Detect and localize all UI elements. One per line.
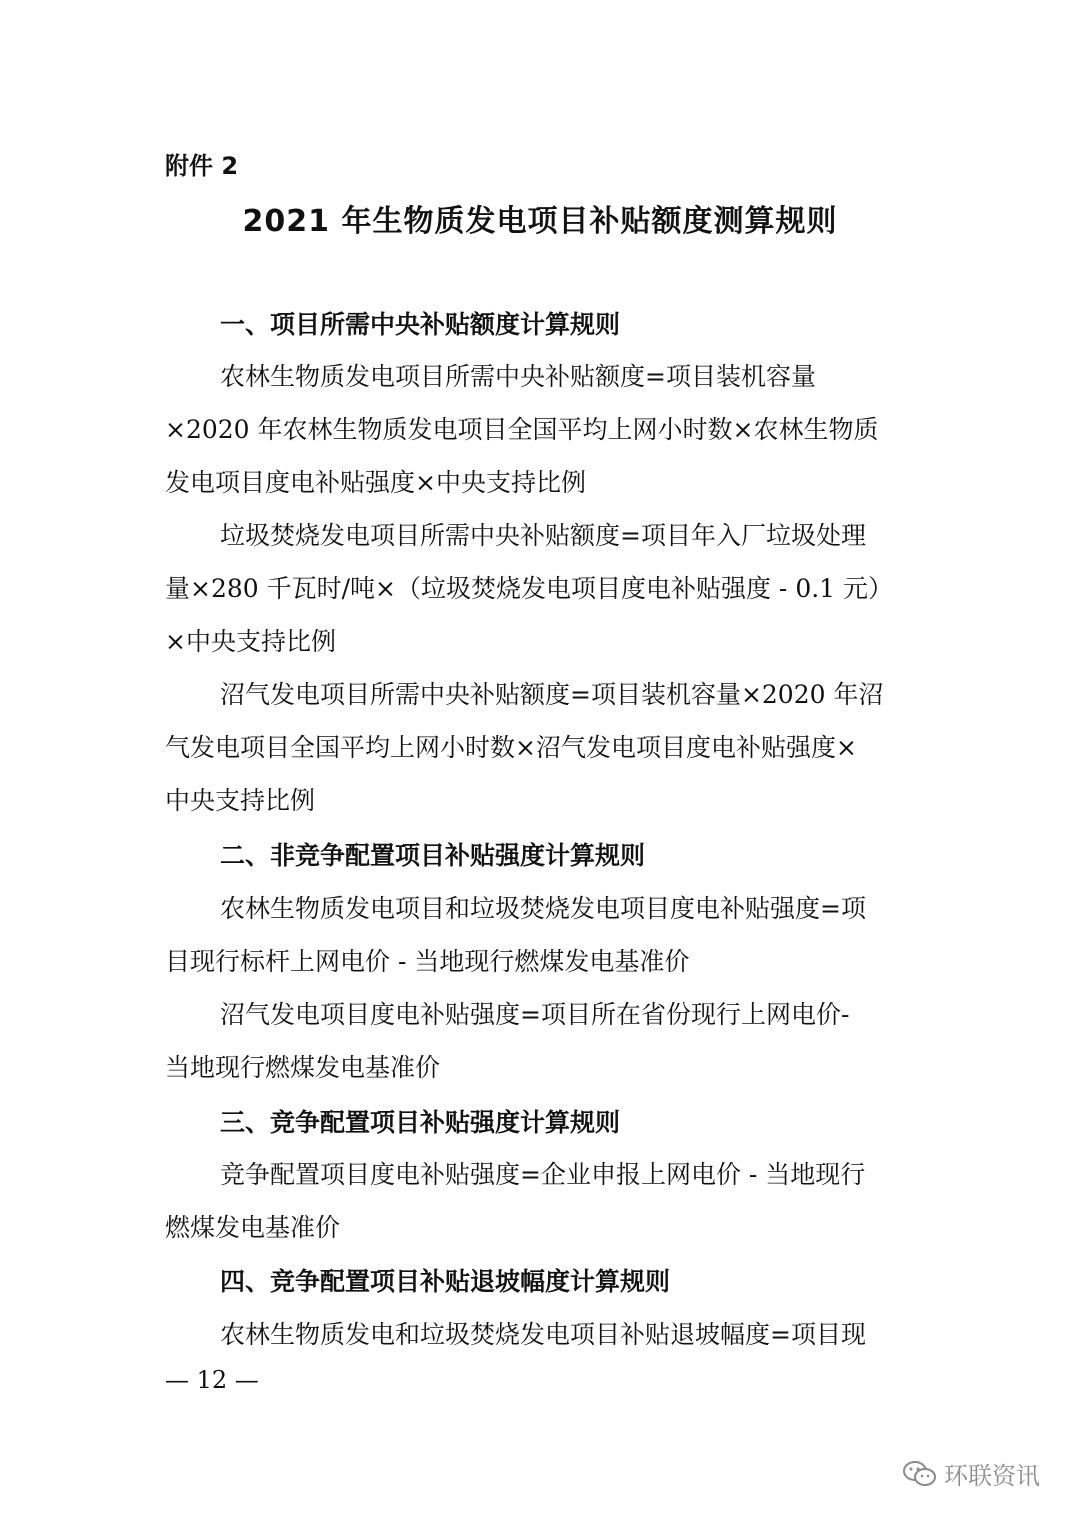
section-heading-1: 一、项目所需中央补贴额度计算规则 — [220, 310, 621, 339]
text-line: 农林生物质发电项目所需中央补贴额度=项目装机容量 — [220, 362, 816, 391]
section-heading-3: 三、竞争配置项目补贴强度计算规则 — [220, 1108, 621, 1137]
watermark — [902, 1456, 1040, 1491]
text-line: 燃煤发电基准价 — [165, 1213, 341, 1242]
watermark-text: 环联资讯 — [944, 1462, 1040, 1490]
text-line: 垃圾焚烧发电项目所需中央补贴额度=项目年入厂垃圾处理 — [220, 521, 866, 550]
text-line: ×2020 年农林生物质发电项目全国平均上网小时数×农林生物质 — [165, 415, 879, 444]
section-heading-4: 四、竞争配置项目补贴退坡幅度计算规则 — [220, 1267, 671, 1296]
paragraph-2-1 — [165, 882, 917, 988]
text-line: 中央支持比例 — [165, 786, 316, 815]
paragraph-2-2 — [165, 988, 917, 1094]
text-line: 竞争配置项目度电补贴强度=企业申报上网电价 - 当地现行 — [220, 1160, 866, 1189]
text-line: 量×280 千瓦时/吨×（垃圾焚烧发电项目度电补贴强度 - 0.1 元） — [165, 574, 894, 603]
text-line: 目现行标杆上网电价 - 当地现行燃煤发电基准价 — [165, 947, 690, 976]
text-line: 农林生物质发电和垃圾焚烧发电项目补贴退坡幅度=项目现 — [220, 1320, 866, 1349]
page-title: 2021 年生物质发电项目补贴额度测算规则 — [242, 204, 838, 239]
page-number: — 12 — — [165, 1366, 259, 1394]
section-heading-2: 二、非竞争配置项目补贴强度计算规则 — [220, 841, 646, 870]
text-line: 发电项目度电补贴强度×中央支持比例 — [165, 468, 586, 497]
text-line: 农林生物质发电项目和垃圾焚烧发电项目度电补贴强度=项 — [220, 894, 866, 923]
paragraph-4-1 — [165, 1308, 917, 1361]
attachment-label: 附件 2 — [165, 152, 239, 180]
paragraph-1-1 — [165, 350, 917, 509]
text-line: 当地现行燃煤发电基准价 — [165, 1053, 441, 1082]
paragraph-1-2 — [165, 509, 917, 668]
wechat-icon — [902, 1459, 938, 1489]
paragraph-3-1 — [165, 1148, 917, 1254]
paragraph-1-3 — [165, 668, 917, 827]
text-line: 沼气发电项目度电补贴强度=项目所在省份现行上网电价- — [220, 1000, 850, 1029]
text-line: 气发电项目全国平均上网小时数×沼气发电项目度电补贴强度× — [165, 733, 857, 762]
text-line: 沼气发电项目所需中央补贴额度=项目装机容量×2020 年沼 — [220, 680, 884, 709]
text-line: ×中央支持比例 — [165, 627, 336, 656]
